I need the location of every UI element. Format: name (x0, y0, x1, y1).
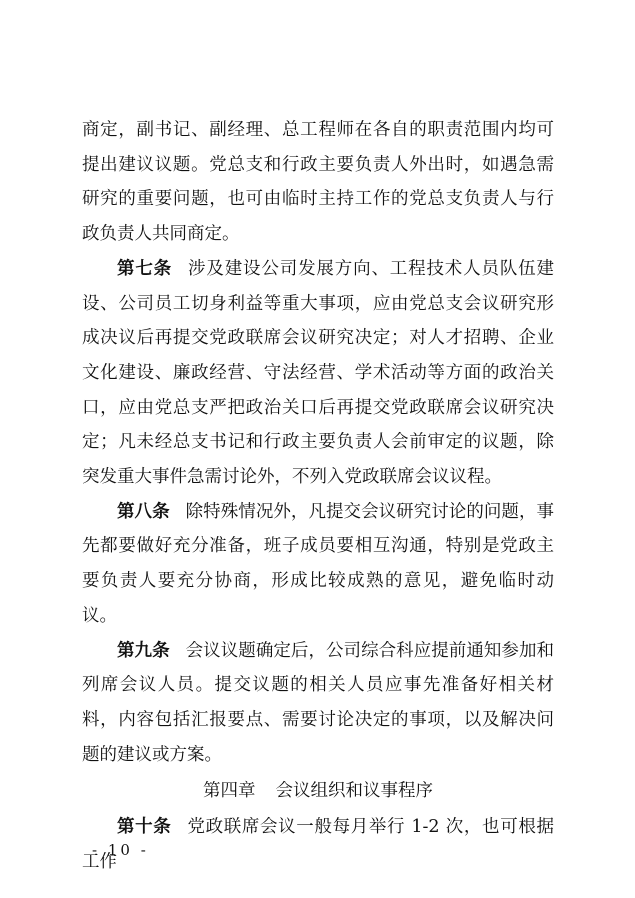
chapter-heading (82, 772, 554, 810)
chapter-number: 第四章 (203, 781, 256, 802)
page-number: - 10 - (92, 841, 149, 859)
article-label: 第十条 (117, 817, 172, 838)
article-text: 涉及建设公司发展方向、工程技术人员队伍建设、公司员工切身利益等重大事项，应由党总支会议研究形成决议后再提交党政联席会议研究决定；对人才招聘、企业文化建设、廉政经营、守法经营、学术活动等方面的政治关口，应由党总支严把政治关口后再提交党政联席会议研究决定；凡未经总支书记和行政主要负责人会前审定的议题，除突发重大事件急需讨论外，不列入党政联席会议议程。 (82, 258, 555, 488)
article-label: 第七条 (117, 258, 173, 279)
article-7 (82, 252, 554, 495)
chapter-title: 会议组织和议事程序 (275, 781, 433, 802)
article-8 (82, 495, 554, 634)
article-9 (82, 634, 554, 773)
paragraph-text: 商定，副书记、副经理、总工程师在各自的职责范围内均可提出建议议题。党总支和行政主要负责人外出时，如遇急需研究的重要问题，也可由临时主持工作的党总支负责人与行政负责人共同商定。 (82, 120, 554, 245)
article-text: 党政联席会议一般每月举行 1-2 次，也可根据工作 (82, 817, 554, 872)
article-label: 第九条 (117, 640, 170, 661)
document-body (82, 113, 554, 879)
article-text: 除特殊情况外，凡提交会议研究讨论的问题，事先都要做好充分准备，班子成员要相互沟通，特别是党政主要负责人要充分协商，形成比较成熟的意见，避免临时动议。 (82, 501, 555, 626)
article-10 (82, 810, 554, 879)
paragraph-continuation (82, 113, 554, 252)
article-text: 会议议题确定后，公司综合科应提前通知参加和列席会议人员。提交议题的相关人员应事先准备好相关材料，内容包括汇报要点、需要讨论决定的事项，以及解决问题的建议或方案。 (82, 640, 555, 765)
article-label: 第八条 (117, 501, 170, 522)
